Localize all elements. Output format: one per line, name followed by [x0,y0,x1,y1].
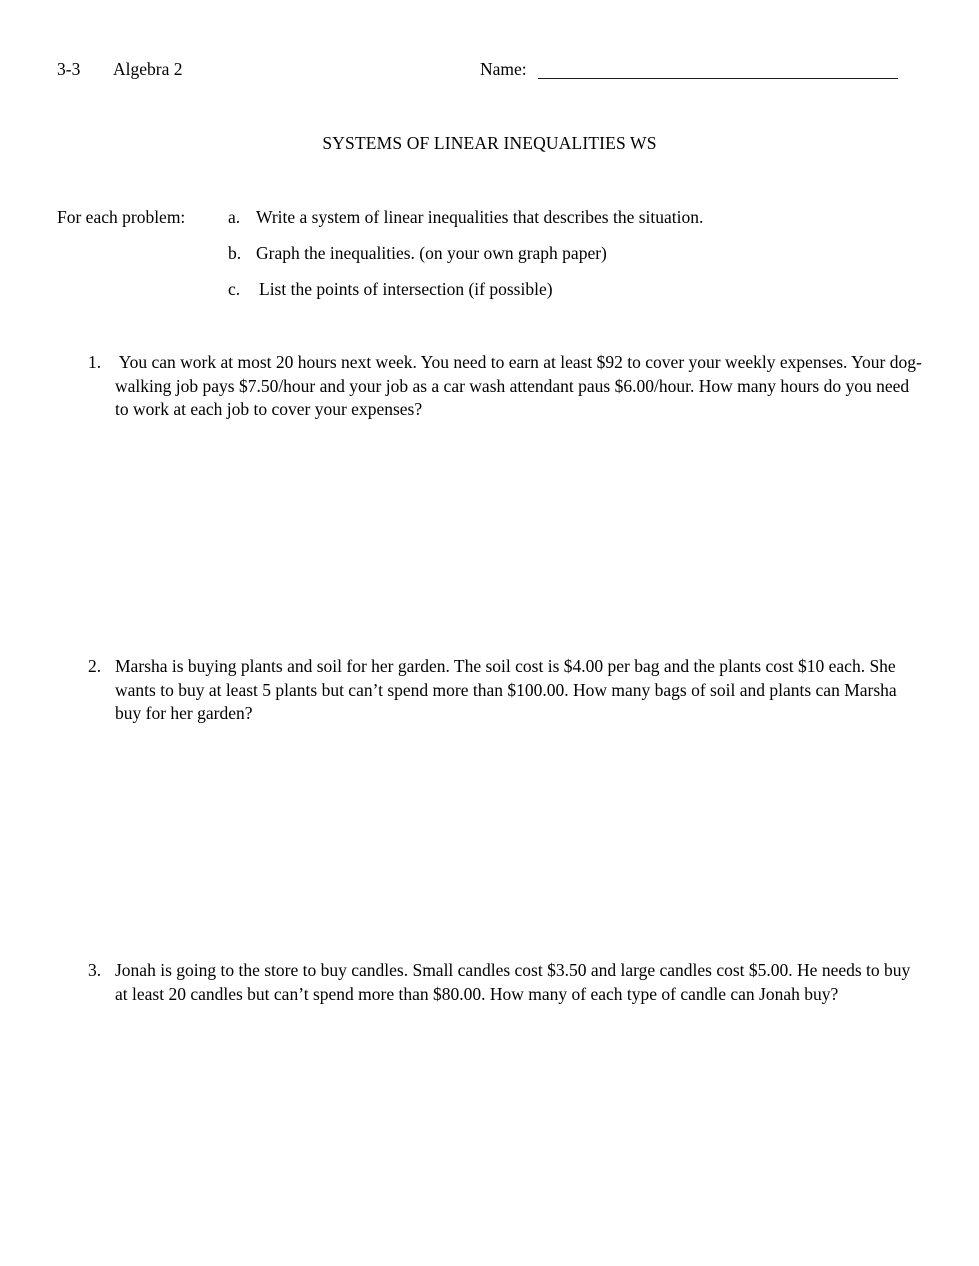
problem-number: 2. [88,656,102,676]
problem-body [115,655,923,726]
instructions-list [228,205,928,313]
problem-item [88,959,923,1006]
instruction-marker-b: b. [228,243,242,263]
instruction-text-a: Write a system of linear inequalities that describes the situation. [256,207,704,227]
instruction-text-b: Graph the inequalities. (on your own graph paper) [256,243,607,263]
course-name: Algebra 2 [113,59,183,79]
instructions-lead: For each problem: [57,207,186,227]
name-blank-line[interactable] [538,78,898,79]
instruction-marker-a: a. [228,207,241,227]
name-label: Name: [480,59,527,79]
problem-body [115,351,923,422]
problem-text: You can work at most 20 hours next week. You need to earn at least $92 to cover your weekly expenses. Your dog-walking job pays $7.50/hour and your job as a car wash attendant paus $6.00/hour. How many hours do you need to work at each job to cover your expenses? [115,352,922,419]
lesson-code: 3-3 [57,59,81,79]
instruction-item-b [228,241,928,265]
instruction-item-c [228,277,928,301]
problem-number: 1. [88,352,102,372]
problem-body [115,959,923,1006]
problem-text: Jonah is going to the store to buy candles. Small candles cost $3.50 and large candles cost $5.00. He needs to buy at least 20 candles but can’t spend more than $80.00. How many of each type of candle can Jonah buy? [115,960,911,1004]
problem-item [88,351,923,422]
page-title: SYSTEMS OF LINEAR INEQUALITIES WS [322,133,657,153]
problem-item [88,655,923,726]
instruction-item-a [228,205,928,229]
problem-number: 3. [88,960,102,980]
instruction-text-c: List the points of intersection (if possible) [259,279,553,299]
instruction-marker-c: c. [228,279,241,299]
page-header [0,56,979,86]
problem-text: Marsha is buying plants and soil for her garden. The soil cost is $4.00 per bag and the plants cost $10 each. She wants to buy at least 5 plants but can’t spend more than $100.00. How many bags of soil and plants can Marsha buy for her garden? [115,656,897,723]
